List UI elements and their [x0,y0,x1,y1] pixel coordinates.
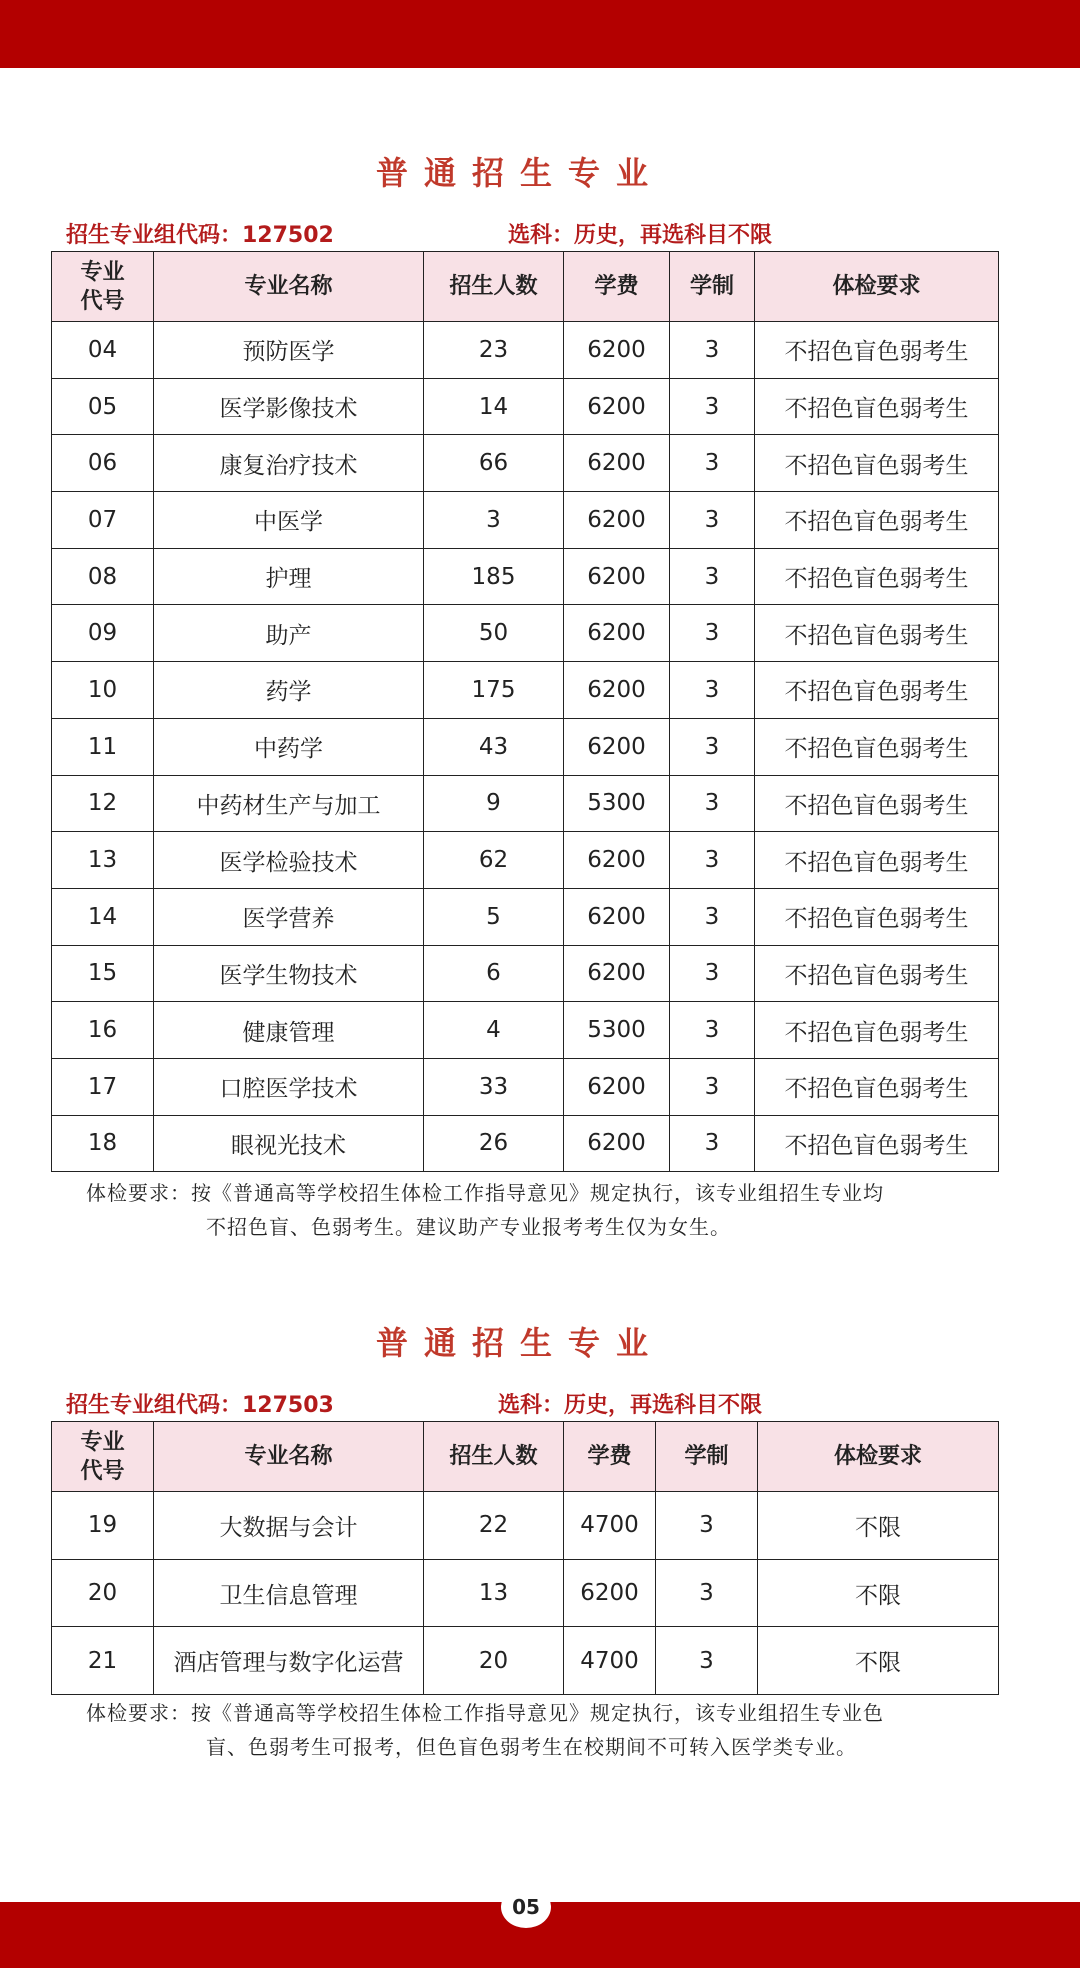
cell-quota: 20 [424,1627,564,1695]
subject-requirement: 选科：历史，再选科目不限 [508,223,773,248]
cell-medical: 不招色盲色弱考生 [755,605,999,662]
section-title: 普通招生专业 [375,1324,664,1362]
cell-duration: 3 [670,492,755,549]
cell-code: 16 [52,1002,154,1059]
cell-fee: 6200 [564,945,670,1002]
cell-name: 中药材生产与加工 [154,775,424,832]
cell-duration: 3 [670,718,755,775]
table-header-row [52,1422,999,1492]
cell-name: 医学检验技术 [154,832,424,889]
majors-table-2 [51,1421,999,1695]
cell-medical: 不招色盲色弱考生 [755,1058,999,1115]
table-header-row [52,252,999,322]
cell-quota: 9 [424,775,564,832]
cell-duration: 3 [656,1627,758,1695]
cell-name: 中医学 [154,492,424,549]
cell-duration: 3 [670,775,755,832]
header-code: 专业代号 [52,1422,154,1492]
header-name: 专业名称 [154,1422,424,1492]
cell-code: 05 [52,378,154,435]
table-row [52,1492,999,1560]
cell-code: 09 [52,605,154,662]
group-code: 招生专业组代码：127503 [66,1393,334,1418]
cell-quota: 66 [424,435,564,492]
cell-medical: 不招色盲色弱考生 [755,435,999,492]
cell-name: 医学影像技术 [154,378,424,435]
cell-name: 预防医学 [154,322,424,379]
cell-medical: 不招色盲色弱考生 [755,775,999,832]
cell-name: 护理 [154,548,424,605]
header-quota: 招生人数 [424,252,564,322]
cell-duration: 3 [656,1559,758,1627]
cell-quota: 185 [424,548,564,605]
cell-medical: 不招色盲色弱考生 [755,548,999,605]
cell-name: 药学 [154,662,424,719]
table-row [52,832,999,889]
cell-name: 眼视光技术 [154,1115,424,1172]
cell-fee: 6200 [564,662,670,719]
cell-fee: 6200 [564,1058,670,1115]
table-row [52,888,999,945]
cell-quota: 43 [424,718,564,775]
table-row [52,605,999,662]
cell-duration: 3 [670,662,755,719]
cell-quota: 6 [424,945,564,1002]
cell-quota: 33 [424,1058,564,1115]
cell-quota: 14 [424,378,564,435]
cell-fee: 4700 [564,1627,656,1695]
cell-name: 口腔医学技术 [154,1058,424,1115]
cell-fee: 5300 [564,1002,670,1059]
cell-duration: 3 [670,832,755,889]
cell-duration: 3 [670,1115,755,1172]
cell-code: 15 [52,945,154,1002]
cell-quota: 175 [424,662,564,719]
header-duration: 学制 [656,1422,758,1492]
cell-fee: 6200 [564,548,670,605]
table-row [52,1559,999,1627]
note-line: 盲、色弱考生可报考，但色盲色弱考生在校期间不可转入医学类专业。 [206,1735,857,1759]
table-row [52,1058,999,1115]
cell-medical: 不招色盲色弱考生 [755,718,999,775]
header-name: 专业名称 [154,252,424,322]
cell-quota: 4 [424,1002,564,1059]
cell-code: 18 [52,1115,154,1172]
medical-note-1 [86,1176,1006,1244]
subject-requirement: 选科：历史，再选科目不限 [498,1393,763,1418]
cell-fee: 6200 [564,378,670,435]
cell-fee: 6200 [564,605,670,662]
cell-name: 中药学 [154,718,424,775]
header-fee: 学费 [564,1422,656,1492]
table-row [52,378,999,435]
table-row [52,492,999,549]
cell-duration: 3 [670,945,755,1002]
note-line: 体检要求：按《普通高等学校招生体检工作指导意见》规定执行，该专业组招生专业色 [86,1701,884,1725]
cell-name: 健康管理 [154,1002,424,1059]
cell-fee: 6200 [564,718,670,775]
cell-code: 04 [52,322,154,379]
cell-quota: 13 [424,1559,564,1627]
cell-name: 酒店管理与数字化运营 [154,1627,424,1695]
cell-code: 12 [52,775,154,832]
table-row [52,718,999,775]
page-number: 05 [501,1886,551,1928]
cell-fee: 6200 [564,1559,656,1627]
table-row [52,775,999,832]
cell-quota: 62 [424,832,564,889]
cell-code: 07 [52,492,154,549]
note-line: 体检要求：按《普通高等学校招生体检工作指导意见》规定执行，该专业组招生专业均 [86,1181,884,1205]
cell-medical: 不招色盲色弱考生 [755,378,999,435]
cell-duration: 3 [656,1492,758,1560]
cell-fee: 6200 [564,435,670,492]
table-row [52,662,999,719]
medical-note-2 [86,1696,1006,1764]
cell-medical: 不招色盲色弱考生 [755,662,999,719]
cell-fee: 6200 [564,492,670,549]
cell-name: 医学生物技术 [154,945,424,1002]
table-row [52,1002,999,1059]
cell-quota: 5 [424,888,564,945]
cell-code: 20 [52,1559,154,1627]
cell-duration: 3 [670,605,755,662]
cell-medical: 不招色盲色弱考生 [755,492,999,549]
header-medical: 体检要求 [755,252,999,322]
cell-duration: 3 [670,322,755,379]
table-row [52,945,999,1002]
cell-code: 13 [52,832,154,889]
table-row [52,1115,999,1172]
table-row [52,1627,999,1695]
cell-code: 06 [52,435,154,492]
header-quota: 招生人数 [424,1422,564,1492]
cell-code: 08 [52,548,154,605]
cell-name: 助产 [154,605,424,662]
table-row [52,548,999,605]
cell-code: 11 [52,718,154,775]
cell-code: 10 [52,662,154,719]
cell-medical: 不限 [758,1559,999,1627]
cell-medical: 不限 [758,1492,999,1560]
table-row [52,322,999,379]
header-duration: 学制 [670,252,755,322]
cell-quota: 26 [424,1115,564,1172]
cell-quota: 22 [424,1492,564,1560]
cell-duration: 3 [670,1058,755,1115]
cell-name: 康复治疗技术 [154,435,424,492]
cell-code: 19 [52,1492,154,1560]
cell-code: 17 [52,1058,154,1115]
table-row [52,435,999,492]
cell-duration: 3 [670,1002,755,1059]
cell-fee: 6200 [564,322,670,379]
cell-code: 21 [52,1627,154,1695]
cell-medical: 不招色盲色弱考生 [755,888,999,945]
cell-medical: 不限 [758,1627,999,1695]
note-line: 不招色盲、色弱考生。建议助产专业报考考生仅为女生。 [206,1215,731,1239]
cell-medical: 不招色盲色弱考生 [755,1002,999,1059]
cell-quota: 3 [424,492,564,549]
cell-name: 医学营养 [154,888,424,945]
cell-fee: 6200 [564,1115,670,1172]
cell-fee: 5300 [564,775,670,832]
cell-medical: 不招色盲色弱考生 [755,1115,999,1172]
cell-duration: 3 [670,548,755,605]
cell-name: 大数据与会计 [154,1492,424,1560]
section-title: 普通招生专业 [375,154,664,192]
header-fee: 学费 [564,252,670,322]
group-code: 招生专业组代码：127502 [66,223,334,248]
header-code: 专业代号 [52,252,154,322]
cell-medical: 不招色盲色弱考生 [755,945,999,1002]
cell-duration: 3 [670,435,755,492]
cell-quota: 23 [424,322,564,379]
cell-name: 卫生信息管理 [154,1559,424,1627]
cell-medical: 不招色盲色弱考生 [755,322,999,379]
cell-code: 14 [52,888,154,945]
cell-fee: 4700 [564,1492,656,1560]
cell-medical: 不招色盲色弱考生 [755,832,999,889]
cell-duration: 3 [670,378,755,435]
top-red-band [0,0,1080,68]
cell-duration: 3 [670,888,755,945]
cell-fee: 6200 [564,832,670,889]
cell-quota: 50 [424,605,564,662]
header-medical: 体检要求 [758,1422,999,1492]
cell-fee: 6200 [564,888,670,945]
majors-table-1 [51,251,999,1172]
